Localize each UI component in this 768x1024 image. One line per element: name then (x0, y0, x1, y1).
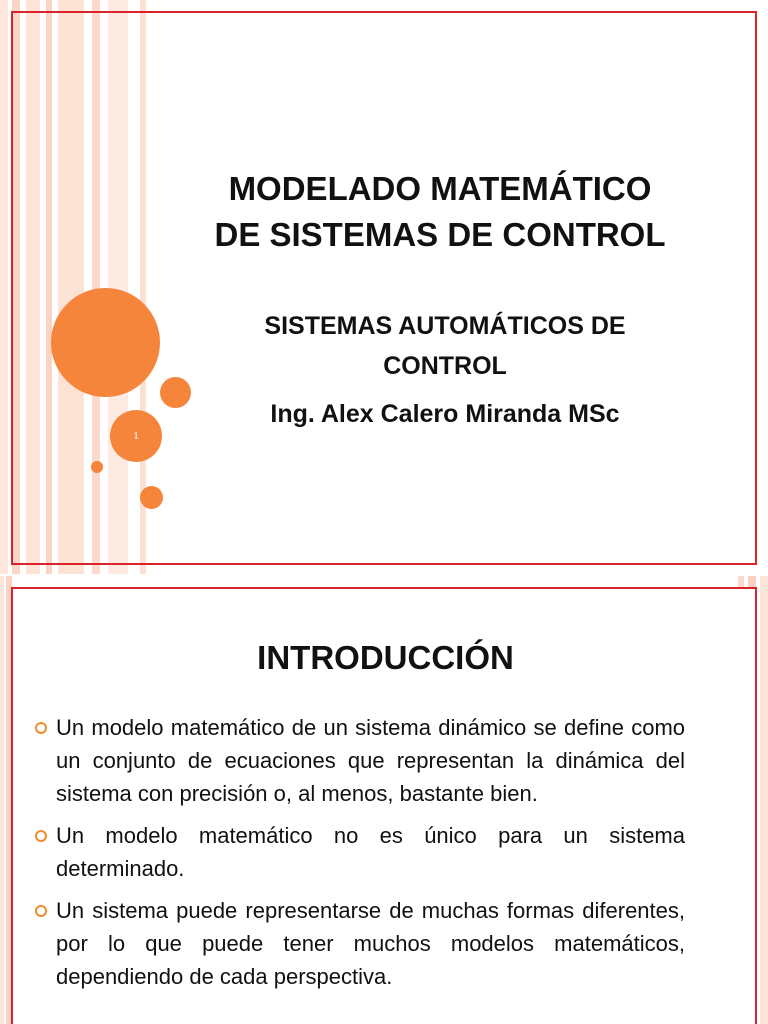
list-item (33, 711, 685, 810)
list-item (33, 819, 685, 885)
small-circle-decoration (91, 461, 103, 473)
author-name: Ing. Alex Calero Miranda MSc (270, 400, 620, 428)
slide-frame (11, 11, 757, 565)
title-line-1: MODELADO MATEMÁTICO (228, 170, 652, 207)
list-item (33, 894, 685, 993)
small-circle-decoration-2 (140, 486, 163, 509)
large-circle-decoration (51, 288, 160, 397)
title-line-2: DE SISTEMAS DE CONTROL (214, 216, 666, 253)
circle-bullet-icon (35, 830, 47, 842)
circle-bullet-icon (35, 905, 47, 917)
slide-title: INTRODUCCIÓN (257, 639, 514, 676)
subtitle-line-1: SISTEMAS AUTOMÁTICOS DE (264, 312, 626, 340)
slide-subtitle (210, 306, 680, 386)
slide-number: 1 (133, 430, 139, 442)
bullet-list (33, 711, 685, 1002)
introduction-slide (0, 576, 768, 1024)
bullet-text: Un modelo matemático de un sistema dinámico se define como un conjunto de ecuaciones que representan la dinámica del sistema con precisión o, al menos, bastante bien. (56, 715, 685, 806)
slide-number-badge (110, 410, 162, 462)
subtitle-line-2: CONTROL (383, 352, 507, 380)
slide-title (160, 166, 720, 258)
bullet-text: Un sistema puede representarse de muchas formas diferentes, por lo que puede tener muchos modelos matemáticos, dependiendo de cada perspectiva. (56, 898, 685, 989)
bullet-text: Un modelo matemático no es único para un sistema determinado. (56, 823, 685, 881)
slide-frame (11, 587, 757, 1024)
circle-bullet-icon (35, 722, 47, 734)
